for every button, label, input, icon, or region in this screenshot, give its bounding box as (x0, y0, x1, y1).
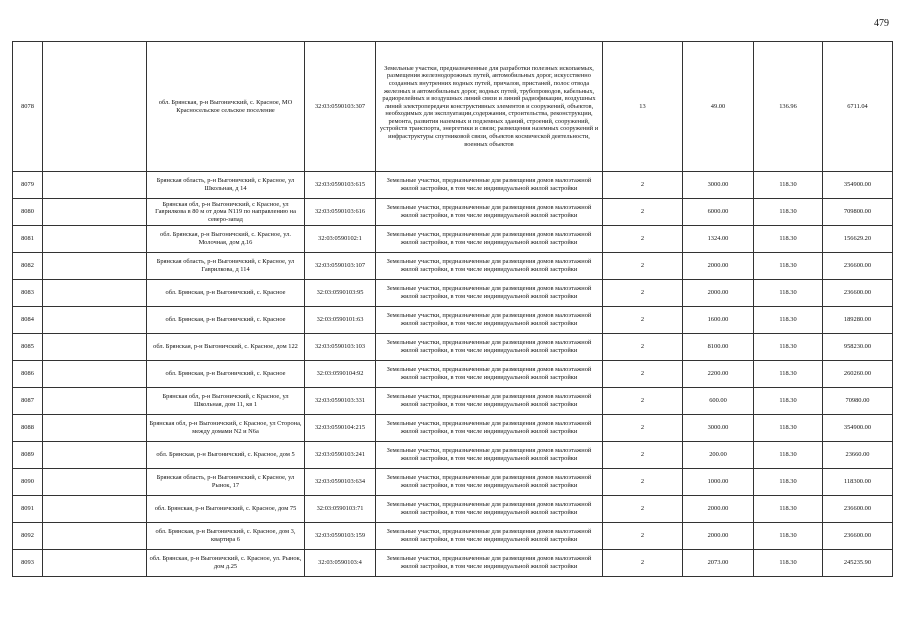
area-cell: 2000.00 (683, 523, 754, 550)
rate-cell: 118.30 (754, 388, 823, 415)
rate-cell: 118.30 (754, 442, 823, 469)
land-use-cell: Земельные участки, предназначенные для размещения домов малоэтажной жилой застройки, в том числе индивидуальной жилой застройки (376, 226, 603, 253)
cadastral-number-cell: 32:03:0590103:4 (305, 550, 376, 577)
cadastral-value-cell: 70980.00 (823, 388, 893, 415)
record-number-cell: 8092 (13, 523, 43, 550)
rate-cell: 118.30 (754, 226, 823, 253)
address-cell: обл. Брянская, р-н Выгоничский, с. Красное, дом 5 (147, 442, 305, 469)
address-cell: Брянская обл, р-н Выгоничский, с Красное, ул Сторона, между домами N2 и N6а (147, 415, 305, 442)
blank-cell (43, 550, 147, 577)
cadastral-value-cell: 354900.00 (823, 172, 893, 199)
table-row (13, 415, 893, 442)
address-cell: обл. Брянская, р-н Выгоничский, с. Красное, дом 75 (147, 496, 305, 523)
cadastral-number-cell: 32:03:0590103:331 (305, 388, 376, 415)
rate-cell: 118.30 (754, 172, 823, 199)
land-use-cell: Земельные участки, предназначенные для разработки полезных ископаемых, размещения железнодорожных путей, автомобильных дорог, искусственно созданных внутренних водных путей, причалов, пристаней, полос отвода железных и автомобильных дорог, водных путей, трубопроводов, кабельных, радиорелейных и воздушных линий связи и линий радиофикации, воздушных линий электропередачи конструктивных элементов и сооружений, объектов, необходимых для эксплуатации,содержания, строительства, реконструкции, ремонта, развития наземных и подземных зданий, строений, сооружений, устройств транспорта, энергетики и связи; размещения наземных сооружений и инфраструктуры спутниковой связи, объектов космической деятельности, военных объектов (376, 42, 603, 172)
table-row (13, 226, 893, 253)
use-code-cell: 2 (603, 172, 683, 199)
address-cell: обл. Брянская, р-н Выгоничский, с. Красное (147, 361, 305, 388)
blank-cell (43, 415, 147, 442)
blank-cell (43, 496, 147, 523)
table-row (13, 253, 893, 280)
rate-cell: 118.30 (754, 334, 823, 361)
area-cell: 1324.00 (683, 226, 754, 253)
area-cell: 600.00 (683, 388, 754, 415)
use-code-cell: 2 (603, 469, 683, 496)
table-row (13, 280, 893, 307)
land-use-cell: Земельные участки, предназначенные для размещения домов малоэтажной жилой застройки, в том числе индивидуальной жилой застройки (376, 415, 603, 442)
rate-cell: 118.30 (754, 361, 823, 388)
blank-cell (43, 42, 147, 172)
blank-cell (43, 523, 147, 550)
cadastral-value-cell: 23660.00 (823, 442, 893, 469)
record-number-cell: 8081 (13, 226, 43, 253)
cadastral-number-cell: 32:03:0590103:71 (305, 496, 376, 523)
area-cell: 2000.00 (683, 253, 754, 280)
cadastral-value-cell: 354900.00 (823, 415, 893, 442)
cadastral-number-cell: 32:03:0590103:616 (305, 199, 376, 226)
table-row (13, 334, 893, 361)
land-use-cell: Земельные участки, предназначенные для размещения домов малоэтажной жилой застройки, в том числе индивидуальной жилой застройки (376, 442, 603, 469)
table-row (13, 307, 893, 334)
rate-cell: 118.30 (754, 280, 823, 307)
cadastral-number-cell: 32:03:0590103:307 (305, 42, 376, 172)
land-use-cell: Земельные участки, предназначенные для размещения домов малоэтажной жилой застройки, в том числе индивидуальной жилой застройки (376, 253, 603, 280)
rate-cell: 118.30 (754, 469, 823, 496)
use-code-cell: 2 (603, 388, 683, 415)
rate-cell: 118.30 (754, 253, 823, 280)
area-cell: 8100.00 (683, 334, 754, 361)
blank-cell (43, 253, 147, 280)
cadastral-number-cell: 32:03:0590103:107 (305, 253, 376, 280)
record-number-cell: 8088 (13, 415, 43, 442)
area-cell: 2200.00 (683, 361, 754, 388)
use-code-cell: 2 (603, 226, 683, 253)
cadastral-value-cell: 245235.90 (823, 550, 893, 577)
blank-cell (43, 388, 147, 415)
blank-cell (43, 172, 147, 199)
cadastral-value-cell: 958230.00 (823, 334, 893, 361)
cadastral-value-cell: 236600.00 (823, 523, 893, 550)
use-code-cell: 2 (603, 307, 683, 334)
use-code-cell: 2 (603, 442, 683, 469)
cadastral-value-cell: 260260.00 (823, 361, 893, 388)
land-use-cell: Земельные участки, предназначенные для размещения домов малоэтажной жилой застройки, в том числе индивидуальной жилой застройки (376, 199, 603, 226)
use-code-cell: 2 (603, 523, 683, 550)
use-code-cell: 2 (603, 496, 683, 523)
blank-cell (43, 199, 147, 226)
cadastral-value-cell: 236600.00 (823, 253, 893, 280)
address-cell: обл. Брянская, р-н Выгоничский, с. Красное, дом 3, квартира 6 (147, 523, 305, 550)
record-number-cell: 8082 (13, 253, 43, 280)
address-cell: обл. Брянская, р-н Выгоничский, с. Красное (147, 280, 305, 307)
address-cell: Брянская область, р-н Выгоничский, с Красное, ул Рынок, 17 (147, 469, 305, 496)
land-use-cell: Земельные участки, предназначенные для размещения домов малоэтажной жилой застройки, в том числе индивидуальной жилой застройки (376, 361, 603, 388)
area-cell: 49.00 (683, 42, 754, 172)
blank-cell (43, 361, 147, 388)
record-number-cell: 8083 (13, 280, 43, 307)
rate-cell: 118.30 (754, 496, 823, 523)
land-use-cell: Земельные участки, предназначенные для размещения домов малоэтажной жилой застройки, в том числе индивидуальной жилой застройки (376, 496, 603, 523)
address-cell: Брянская обл, р-н Выгоничский, с Красное, ул Школьная, дом 11, кв 1 (147, 388, 305, 415)
land-use-cell: Земельные участки, предназначенные для размещения домов малоэтажной жилой застройки, в том числе индивидуальной жилой застройки (376, 550, 603, 577)
rate-cell: 118.30 (754, 523, 823, 550)
table-row (13, 523, 893, 550)
table-row (13, 469, 893, 496)
address-cell: Брянская обл, р-н Выгоничский, с Красное, ул Гаврилкова в 80 м от дома N119 по направлению на северо-запад (147, 199, 305, 226)
land-registry-table (12, 41, 893, 577)
address-cell: обл. Брянская, р-н Выгоничский, с. Красное, ул. Рынок, дом д.25 (147, 550, 305, 577)
area-cell: 1600.00 (683, 307, 754, 334)
address-cell: обл. Брянская, р-н Выгоничский, с. Красное, ул. Молочная, дом д.16 (147, 226, 305, 253)
cadastral-value-cell: 189280.00 (823, 307, 893, 334)
record-number-cell: 8079 (13, 172, 43, 199)
area-cell: 6000.00 (683, 199, 754, 226)
record-number-cell: 8086 (13, 361, 43, 388)
use-code-cell: 2 (603, 253, 683, 280)
area-cell: 3000.00 (683, 415, 754, 442)
table-row (13, 199, 893, 226)
table-row (13, 361, 893, 388)
area-cell: 200.00 (683, 442, 754, 469)
cadastral-number-cell: 32:03:0590103:634 (305, 469, 376, 496)
use-code-cell: 2 (603, 334, 683, 361)
rate-cell: 118.30 (754, 550, 823, 577)
rate-cell: 118.30 (754, 199, 823, 226)
table-row (13, 550, 893, 577)
cadastral-number-cell: 32:03:0590103:241 (305, 442, 376, 469)
record-number-cell: 8093 (13, 550, 43, 577)
table-body (13, 42, 893, 577)
use-code-cell: 2 (603, 280, 683, 307)
table-row (13, 442, 893, 469)
rate-cell: 118.30 (754, 415, 823, 442)
record-number-cell: 8085 (13, 334, 43, 361)
cadastral-number-cell: 32:03:0590103:95 (305, 280, 376, 307)
page-number: 479 (874, 18, 889, 29)
blank-cell (43, 226, 147, 253)
cadastral-number-cell: 32:03:0590103:615 (305, 172, 376, 199)
cadastral-number-cell: 32:03:0590104:92 (305, 361, 376, 388)
blank-cell (43, 334, 147, 361)
use-code-cell: 13 (603, 42, 683, 172)
table-row (13, 172, 893, 199)
land-use-cell: Земельные участки, предназначенные для размещения домов малоэтажной жилой застройки, в том числе индивидуальной жилой застройки (376, 280, 603, 307)
record-number-cell: 8091 (13, 496, 43, 523)
use-code-cell: 2 (603, 550, 683, 577)
blank-cell (43, 280, 147, 307)
land-use-cell: Земельные участки, предназначенные для размещения домов малоэтажной жилой застройки, в том числе индивидуальной жилой застройки (376, 307, 603, 334)
area-cell: 2000.00 (683, 280, 754, 307)
rate-cell: 136.96 (754, 42, 823, 172)
area-cell: 3000.00 (683, 172, 754, 199)
blank-cell (43, 307, 147, 334)
use-code-cell: 2 (603, 361, 683, 388)
blank-cell (43, 469, 147, 496)
address-cell: Брянская область, р-н Выгоничский, с Красное, ул Школьная, д 14 (147, 172, 305, 199)
record-number-cell: 8078 (13, 42, 43, 172)
record-number-cell: 8087 (13, 388, 43, 415)
record-number-cell: 8080 (13, 199, 43, 226)
area-cell: 1000.00 (683, 469, 754, 496)
address-cell: обл. Брянская, р-н Выгоничский, с. Красное, дом 122 (147, 334, 305, 361)
rate-cell: 118.30 (754, 307, 823, 334)
address-cell: Брянская область, р-н Выгоничский, с Красное, ул Гаврилкова, д 114 (147, 253, 305, 280)
cadastral-value-cell: 709800.00 (823, 199, 893, 226)
address-cell: обл. Брянская, р-н Выгоничский, с. Красное (147, 307, 305, 334)
cadastral-number-cell: 32:03:0590103:159 (305, 523, 376, 550)
record-number-cell: 8089 (13, 442, 43, 469)
area-cell: 2000.00 (683, 496, 754, 523)
cadastral-number-cell: 32:03:0590101:63 (305, 307, 376, 334)
area-cell: 2073.00 (683, 550, 754, 577)
table-row (13, 496, 893, 523)
record-number-cell: 8084 (13, 307, 43, 334)
record-number-cell: 8090 (13, 469, 43, 496)
table-row (13, 42, 893, 172)
cadastral-value-cell: 236600.00 (823, 496, 893, 523)
cadastral-number-cell: 32:03:0590102:1 (305, 226, 376, 253)
land-use-cell: Земельные участки, предназначенные для размещения домов малоэтажной жилой застройки, в том числе индивидуальной жилой застройки (376, 334, 603, 361)
land-use-cell: Земельные участки, предназначенные для размещения домов малоэтажной жилой застройки, в том числе индивидуальной жилой застройки (376, 172, 603, 199)
blank-cell (43, 442, 147, 469)
table-row (13, 388, 893, 415)
land-use-cell: Земельные участки, предназначенные для размещения домов малоэтажной жилой застройки, в том числе индивидуальной жилой застройки (376, 388, 603, 415)
use-code-cell: 2 (603, 199, 683, 226)
land-use-cell: Земельные участки, предназначенные для размещения домов малоэтажной жилой застройки, в том числе индивидуальной жилой застройки (376, 523, 603, 550)
cadastral-value-cell: 156629.20 (823, 226, 893, 253)
use-code-cell: 2 (603, 415, 683, 442)
cadastral-value-cell: 118300.00 (823, 469, 893, 496)
cadastral-value-cell: 6711.04 (823, 42, 893, 172)
address-cell: обл. Брянская, р-н Выгоничский, с. Красное, МО Красносельское сельское поселение (147, 42, 305, 172)
cadastral-number-cell: 32:03:0590103:103 (305, 334, 376, 361)
cadastral-value-cell: 236600.00 (823, 280, 893, 307)
land-use-cell: Земельные участки, предназначенные для размещения домов малоэтажной жилой застройки, в том числе индивидуальной жилой застройки (376, 469, 603, 496)
cadastral-number-cell: 32:03:0590104:215 (305, 415, 376, 442)
